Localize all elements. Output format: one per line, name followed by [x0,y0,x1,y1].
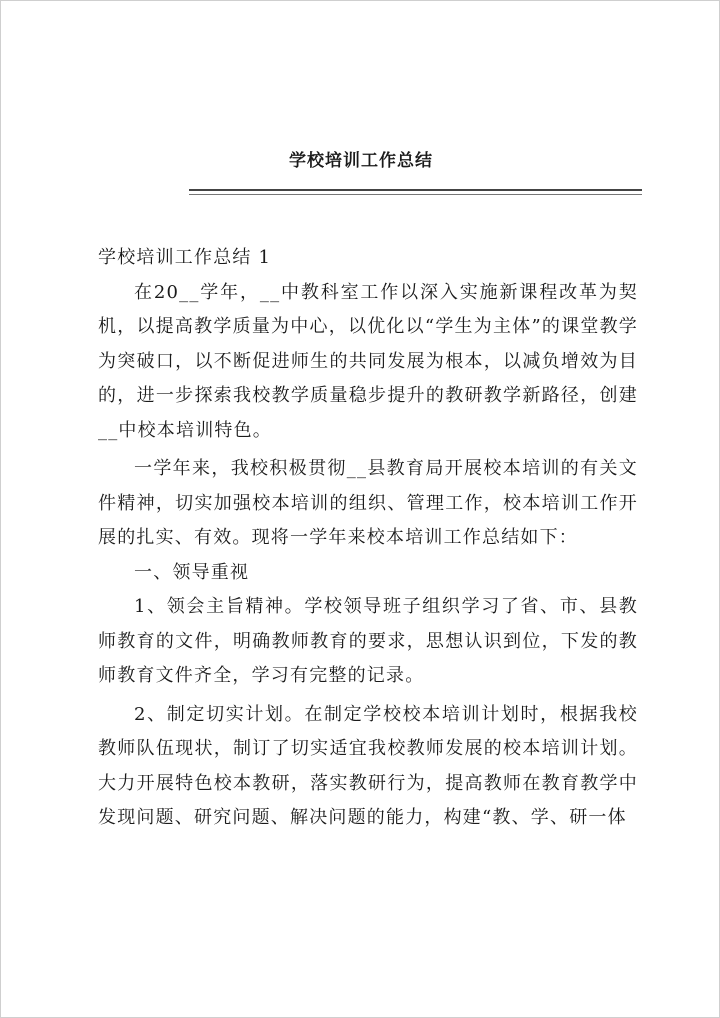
document-title: 学校培训工作总结 [289,151,433,171]
paragraph-point-1: 1、领会主旨精神。学校领导班子组织学习了省、市、县教师教育的文件，明确教师教育的要求，思想认识到位，下发的教师教育文件齐全，学习有完整的记录。 [98,596,638,686]
section-heading: 学校培训工作总结 1 [98,247,272,268]
document-body [98,241,638,836]
paragraph-intro: 在20__学年，__中教科室工作以深入实施新课程改革为契机，以提高教学质量为中心，以优化以“学生为主体”的课堂教学为突破口，以不断促进师生的共同发展为根本，以减负增效为目的，进一步探索我校教学质量稳步提升的教研教学新路径，创建__中校本培训特色。 [98,281,638,441]
paragraph-summary: 一学年来，我校积极贯彻__县教育局开展校本培训的有关文件精神，切实加强校本培训的组织、管理工作，校本培训工作开展的扎实、有效。现将一学年来校本培训工作总结如下： [98,458,638,548]
title-divider-thin [189,194,642,195]
heading-leadership: 一、领导重视 [134,561,250,583]
paragraph-point-2: 2、制定切实计划。在制定学校校本培训计划时，根据我校教师队伍现状，制订了切实适宜我校教师发展的校本培训计划。大力开展特色校本教研，落实教研行为，提高教师在教育教学中发现问题、研究问题、解决问题的能力，构建“教、学、研一体 [98,703,638,828]
title-divider [189,189,642,191]
